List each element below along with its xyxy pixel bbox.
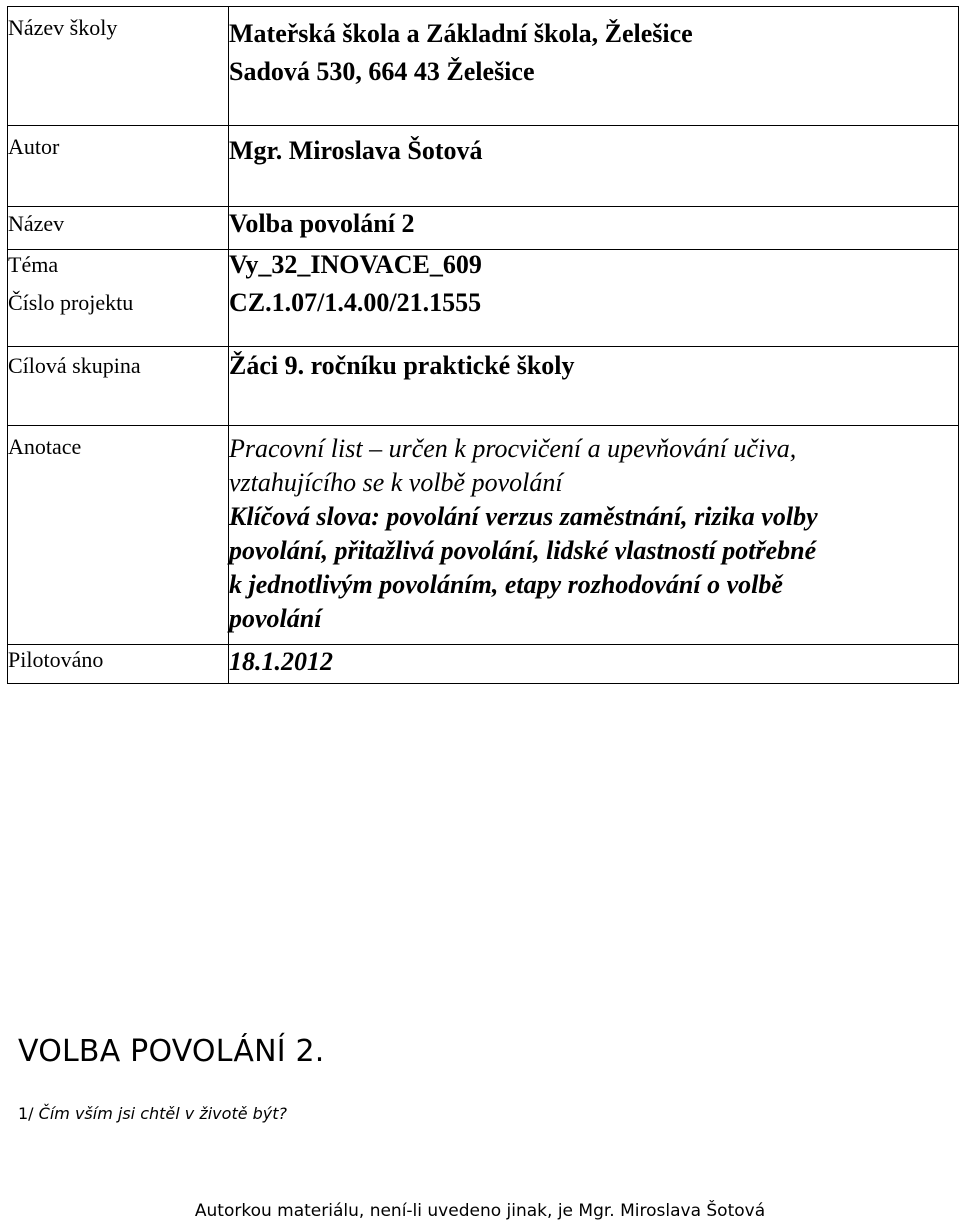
- annotation-text-line: vztahujícího se k volbě povolání: [229, 468, 563, 497]
- keywords-line: Klíčová slova: povolání verzus zaměstnání, rizika volby: [229, 502, 818, 531]
- author-label: Autor: [8, 126, 229, 207]
- annotation-label: Anotace: [8, 426, 229, 645]
- row-school: [8, 7, 959, 126]
- footer-attribution: Autorkou materiálu, není-li uvedeno jinak, je Mgr. Miroslava Šotová: [194, 1201, 766, 1221]
- school-label: Název školy: [8, 7, 229, 126]
- question-number: 1/: [18, 1104, 34, 1123]
- row-topic: [8, 250, 959, 289]
- topic-value: Vy_32_INOVACE_609: [229, 250, 959, 289]
- row-piloted: [8, 645, 959, 684]
- worksheet-heading: VOLBA POVOLÁNÍ 2.: [18, 1034, 325, 1069]
- row-target-group: [8, 347, 959, 426]
- row-annotation: [8, 426, 959, 645]
- row-project: [8, 288, 959, 347]
- school-name: Mateřská škola a Základní škola, Želešice: [229, 19, 693, 48]
- topic-label: Téma: [8, 250, 229, 289]
- project-label: Číslo projektu: [8, 288, 229, 347]
- school-address: Sadová 530, 664 43 Želešice: [229, 57, 535, 86]
- target-label: Cílová skupina: [8, 347, 229, 426]
- piloted-label: Pilotováno: [8, 645, 229, 684]
- title-label: Název: [8, 207, 229, 250]
- title-value: Volba povolání 2: [229, 207, 959, 250]
- question-1: [18, 1104, 287, 1123]
- school-value: [229, 7, 959, 126]
- author-value: Mgr. Miroslava Šotová: [229, 126, 959, 207]
- keywords-line: povolání: [229, 604, 322, 633]
- row-title: [8, 207, 959, 250]
- annotation-text-line: Pracovní list – určen k procvičení a upevňování učiva,: [229, 434, 797, 463]
- row-author: [8, 126, 959, 207]
- target-value: Žáci 9. ročníku praktické školy: [229, 347, 959, 426]
- keywords-line: povolání, přitažlivá povolání, lidské vlastností potřebné: [229, 536, 817, 565]
- metadata-table: [7, 6, 959, 684]
- piloted-value: 18.1.2012: [229, 645, 959, 684]
- annotation-value: [229, 426, 959, 645]
- question-text: Čím vším jsi chtěl v životě být?: [38, 1104, 288, 1123]
- project-value: CZ.1.07/1.4.00/21.1555: [229, 288, 959, 347]
- keywords-line: k jednotlivým povoláním, etapy rozhodování o volbě: [229, 570, 783, 599]
